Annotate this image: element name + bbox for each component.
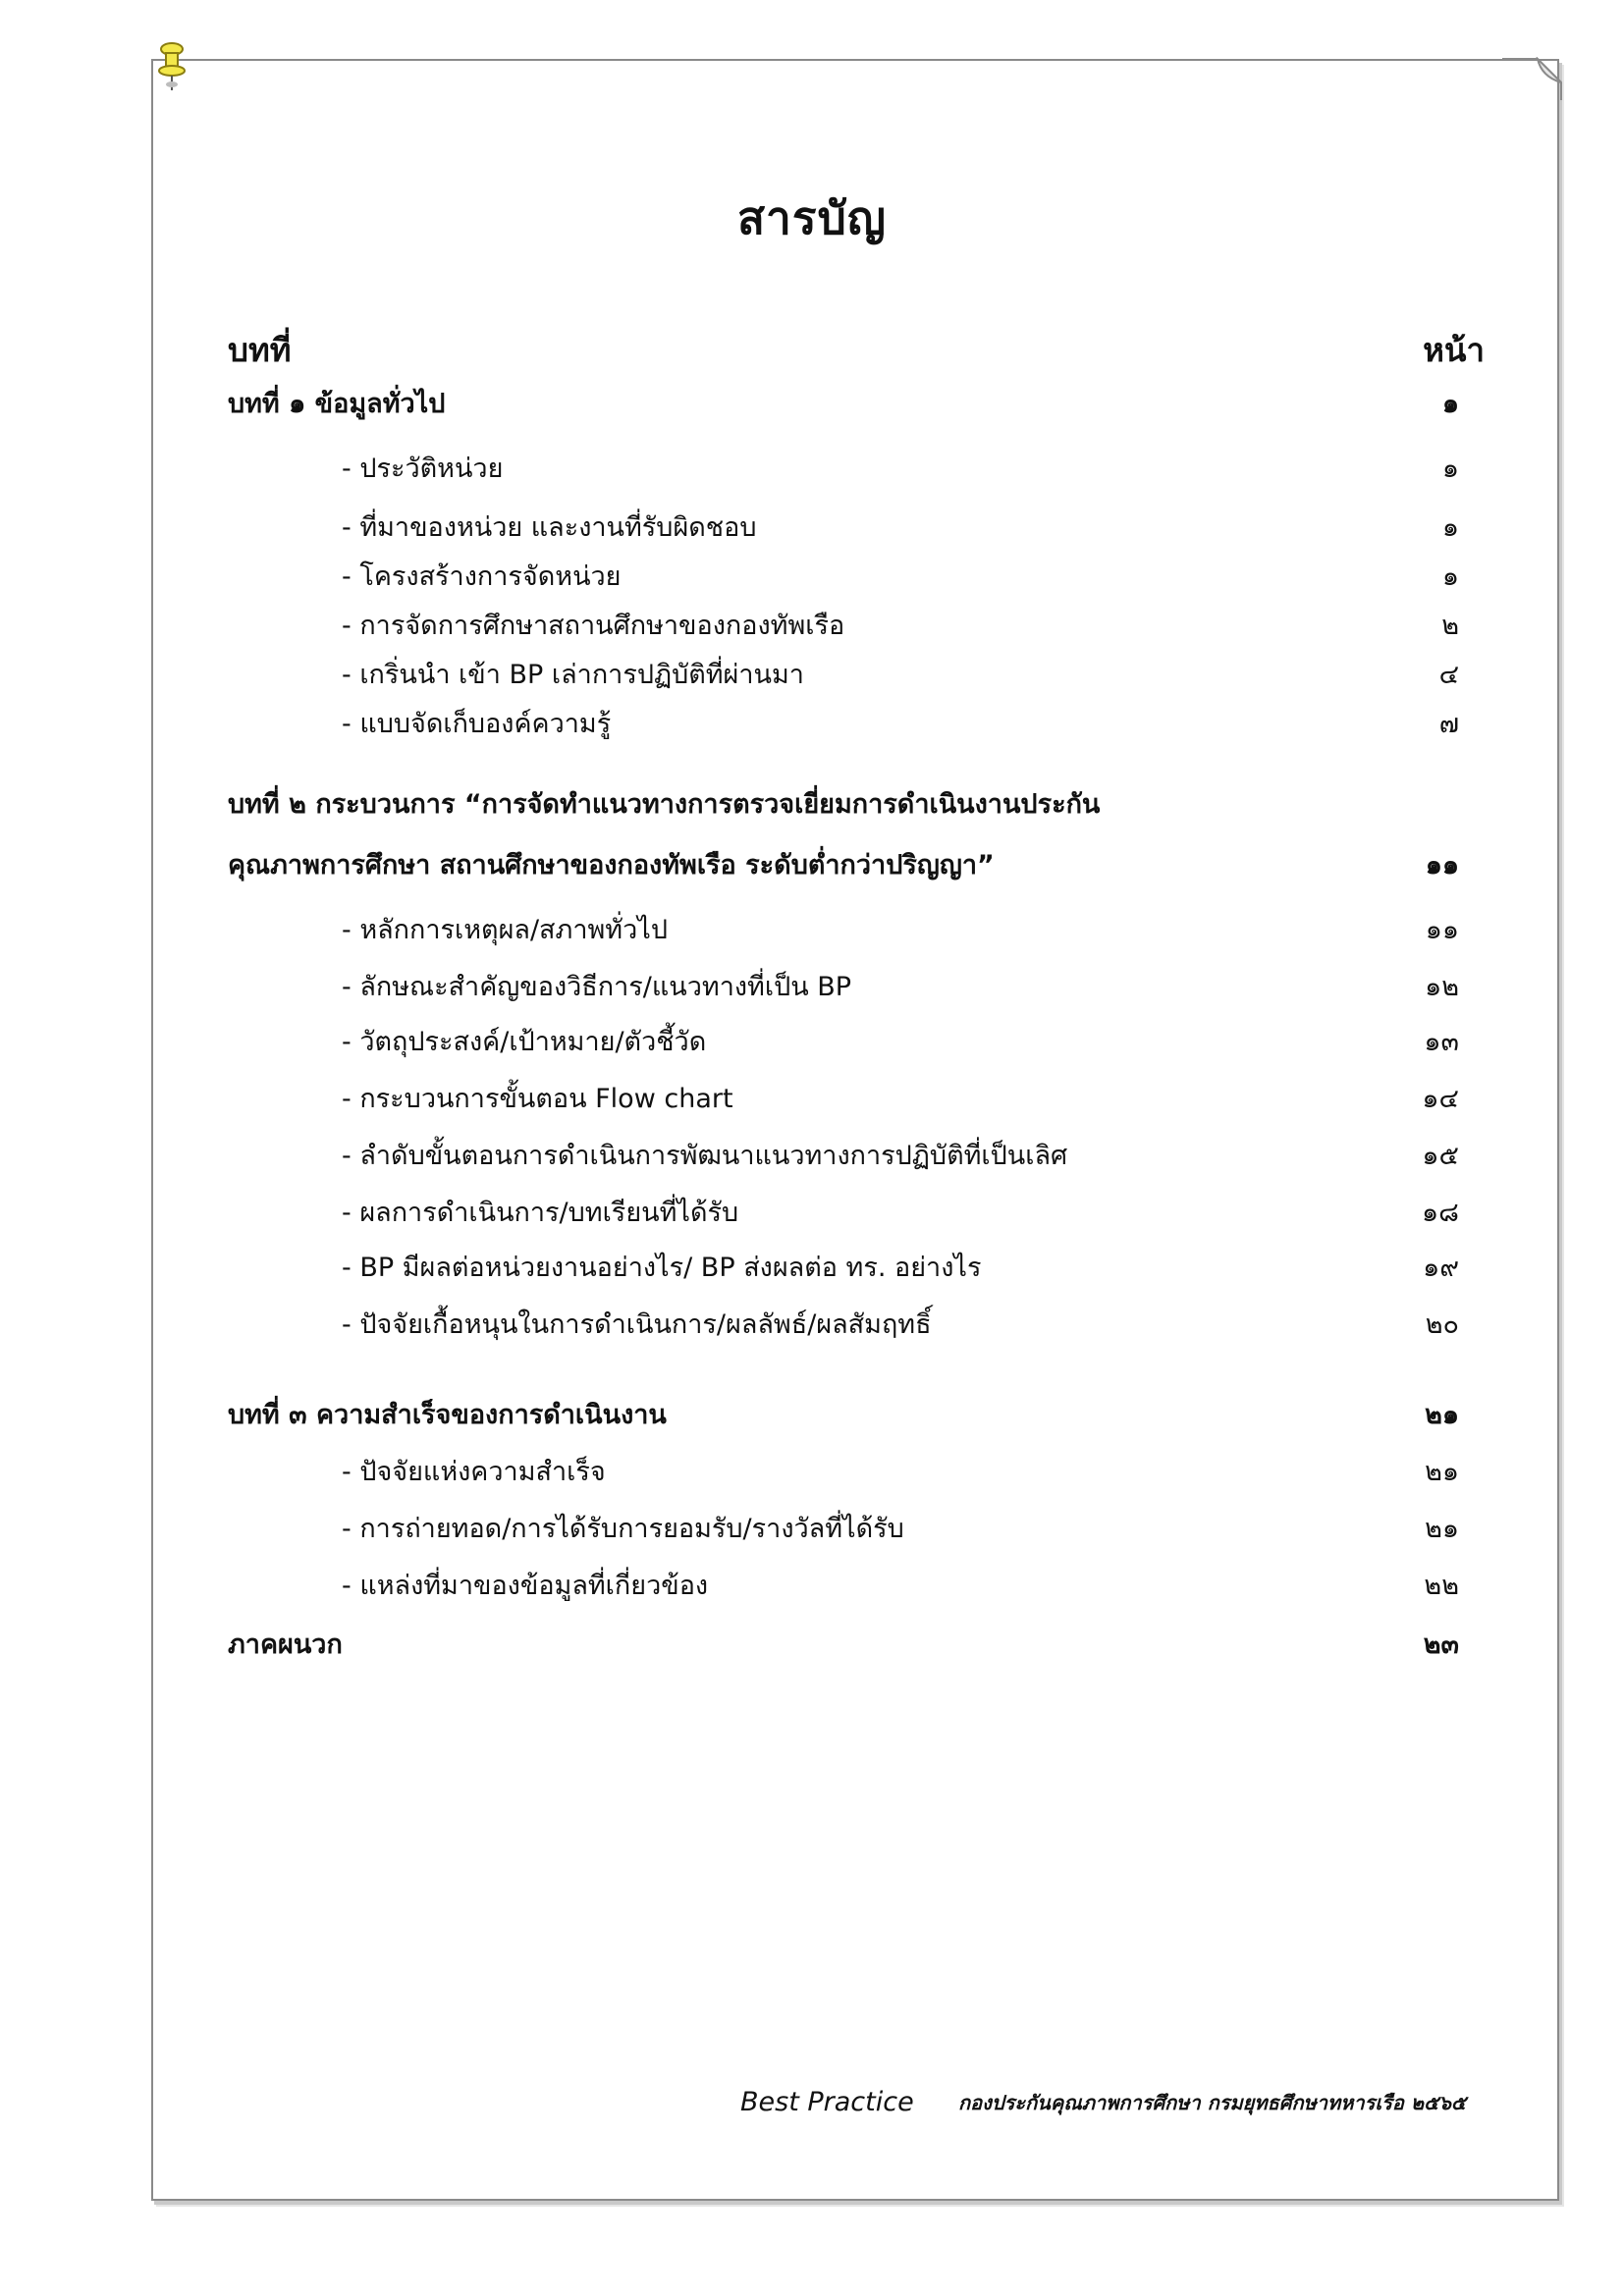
toc-entry-label: - ปัจจัยแห่งความสำเร็จ bbox=[342, 1457, 606, 1487]
page-footer bbox=[0, 2083, 1624, 2122]
toc-entry-label: - การจัดการศึกษาสถานศึกษาของกองทัพเรือ bbox=[342, 611, 845, 641]
toc-chapter-row bbox=[0, 385, 1624, 424]
toc-entry-label: - แบบจัดเก็บองค์ความรู้ bbox=[342, 709, 612, 739]
toc-entry-label: - ประวัติหน่วย bbox=[342, 454, 504, 484]
page-curl-icon bbox=[1502, 57, 1563, 100]
toc-entry-label: - แหล่งที่มาของข้อมูลที่เกี่ยวข้อง bbox=[342, 1571, 709, 1601]
toc-page-number: ๒ bbox=[1441, 611, 1459, 641]
toc-page-number: ๒๑ bbox=[1425, 1400, 1459, 1430]
toc-page-number: ๑ bbox=[1441, 454, 1459, 484]
toc-sub-row bbox=[0, 508, 1624, 548]
toc-page-number: ๒๓ bbox=[1423, 1629, 1459, 1660]
toc-sub-row bbox=[0, 1194, 1624, 1233]
page-column-header: หน้า bbox=[1423, 331, 1485, 369]
toc-entry-label: - วัตถุประสงค์/เป้าหมาย/ตัวชี้วัด bbox=[342, 1027, 707, 1057]
toc-entry-label: ภาคผนวก bbox=[228, 1629, 343, 1660]
toc-entry-label: - ลักษณะสำคัญของวิธีการ/แนวทางที่เป็น BP bbox=[342, 972, 852, 1002]
toc-sub-row bbox=[0, 1249, 1624, 1288]
toc-sub-row bbox=[0, 450, 1624, 489]
toc-entry-label: บทที่ ๒ กระบวนการ “การจัดทำแนวทางการตรวจเยี่ยมการดำเนินงานประกัน bbox=[228, 789, 1101, 820]
toc-chapter-row bbox=[0, 1396, 1624, 1435]
toc-sub-row bbox=[0, 1510, 1624, 1549]
toc-entry-label: - การถ่ายทอด/การได้รับการยอมรับ/รางวัลที่ได้รับ bbox=[342, 1514, 904, 1544]
toc-entry-label: - ผลการดำเนินการ/บทเรียนที่ได้รับ bbox=[342, 1198, 739, 1228]
toc-page-number: ๑ bbox=[1441, 512, 1459, 543]
toc-page-number: ๑๑ bbox=[1425, 850, 1459, 881]
toc-entry-label: - กระบวนการขั้นตอน Flow chart bbox=[342, 1084, 733, 1114]
paper-sheet bbox=[151, 59, 1559, 2201]
toc-sub-row bbox=[0, 968, 1624, 1007]
toc-entry-label: - ลำดับขั้นตอนการดำเนินการพัฒนาแนวทางการปฏิบัติที่เป็นเลิศ bbox=[342, 1141, 1068, 1171]
toc-entry-label: - หลักการเหตุผล/สภาพทั่วไป bbox=[342, 915, 668, 945]
toc-page-number: ๑ bbox=[1441, 561, 1459, 592]
footer-brand: Best Practice bbox=[740, 2087, 914, 2117]
toc-chapter-row bbox=[0, 846, 1624, 885]
toc-entry-label: - ปัจจัยเกื้อหนุนในการดำเนินการ/ผลลัพธ์/ผลสัมฤทธิ์ bbox=[342, 1309, 932, 1340]
toc-chapter-row bbox=[0, 785, 1624, 825]
toc-page-number: ๔ bbox=[1438, 660, 1459, 690]
toc-sub-row bbox=[0, 1023, 1624, 1062]
toc-sub-row bbox=[0, 1306, 1624, 1345]
toc-entry-label: บทที่ ๓ ความสำเร็จของการดำเนินงาน bbox=[228, 1400, 667, 1430]
toc-page-number: ๗ bbox=[1438, 709, 1459, 739]
page-title: สารบัญ bbox=[736, 191, 887, 244]
toc-chapter-row bbox=[0, 1626, 1624, 1665]
toc-page-number: ๒๒ bbox=[1424, 1571, 1459, 1601]
toc-entry-label: - ที่มาของหน่วย และงานที่รับผิดชอบ bbox=[342, 512, 757, 543]
toc-sub-row bbox=[0, 1567, 1624, 1606]
toc-page-number: ๑๓ bbox=[1424, 1027, 1459, 1057]
chapter-column-header: บทที่ bbox=[228, 331, 292, 369]
toc-sub-row bbox=[0, 1080, 1624, 1119]
toc-page-number: ๑๒ bbox=[1425, 972, 1459, 1002]
toc-sub-row bbox=[0, 1453, 1624, 1492]
toc-entry-label: บทที่ ๑ ข้อมูลทั่วไป bbox=[228, 389, 446, 419]
toc-page-number: ๑๘ bbox=[1422, 1198, 1459, 1228]
toc-sub-row bbox=[0, 607, 1624, 646]
toc-sub-row bbox=[0, 911, 1624, 950]
toc-page-number: ๑ bbox=[1441, 389, 1459, 419]
toc-page-number: ๑๙ bbox=[1423, 1253, 1459, 1283]
footer-organization: กองประกันคุณภาพการศึกษา กรมยุทธศึกษาทหารเรือ ๒๕๖๕ bbox=[958, 2091, 1467, 2114]
push-pin-icon bbox=[155, 41, 189, 92]
toc-sub-row bbox=[0, 1137, 1624, 1176]
toc-entry-label: - เกริ่นนำ เข้า BP เล่าการปฏิบัติที่ผ่านมา bbox=[342, 660, 804, 690]
toc-sub-row bbox=[0, 656, 1624, 695]
toc-entry-label: คุณภาพการศึกษา สถานศึกษาของกองทัพเรือ ระดับต่ำกว่าปริญญา” bbox=[228, 850, 995, 881]
toc-page-number: ๑๔ bbox=[1422, 1084, 1459, 1114]
toc-page-number: ๒๑ bbox=[1425, 1457, 1459, 1487]
toc-page-number: ๑๕ bbox=[1422, 1141, 1459, 1171]
toc-sub-row bbox=[0, 558, 1624, 597]
toc-entry-label: - โครงสร้างการจัดหน่วย bbox=[342, 561, 622, 592]
toc-sub-row bbox=[0, 705, 1624, 744]
toc-page-number: ๑๑ bbox=[1425, 915, 1459, 945]
toc-page-number: ๒๐ bbox=[1425, 1309, 1459, 1340]
toc-page-number: ๒๑ bbox=[1425, 1514, 1459, 1544]
toc-entry-label: - BP มีผลต่อหน่วยงานอย่างไร/ BP ส่งผลต่อ ทร. อย่างไร bbox=[342, 1253, 982, 1283]
